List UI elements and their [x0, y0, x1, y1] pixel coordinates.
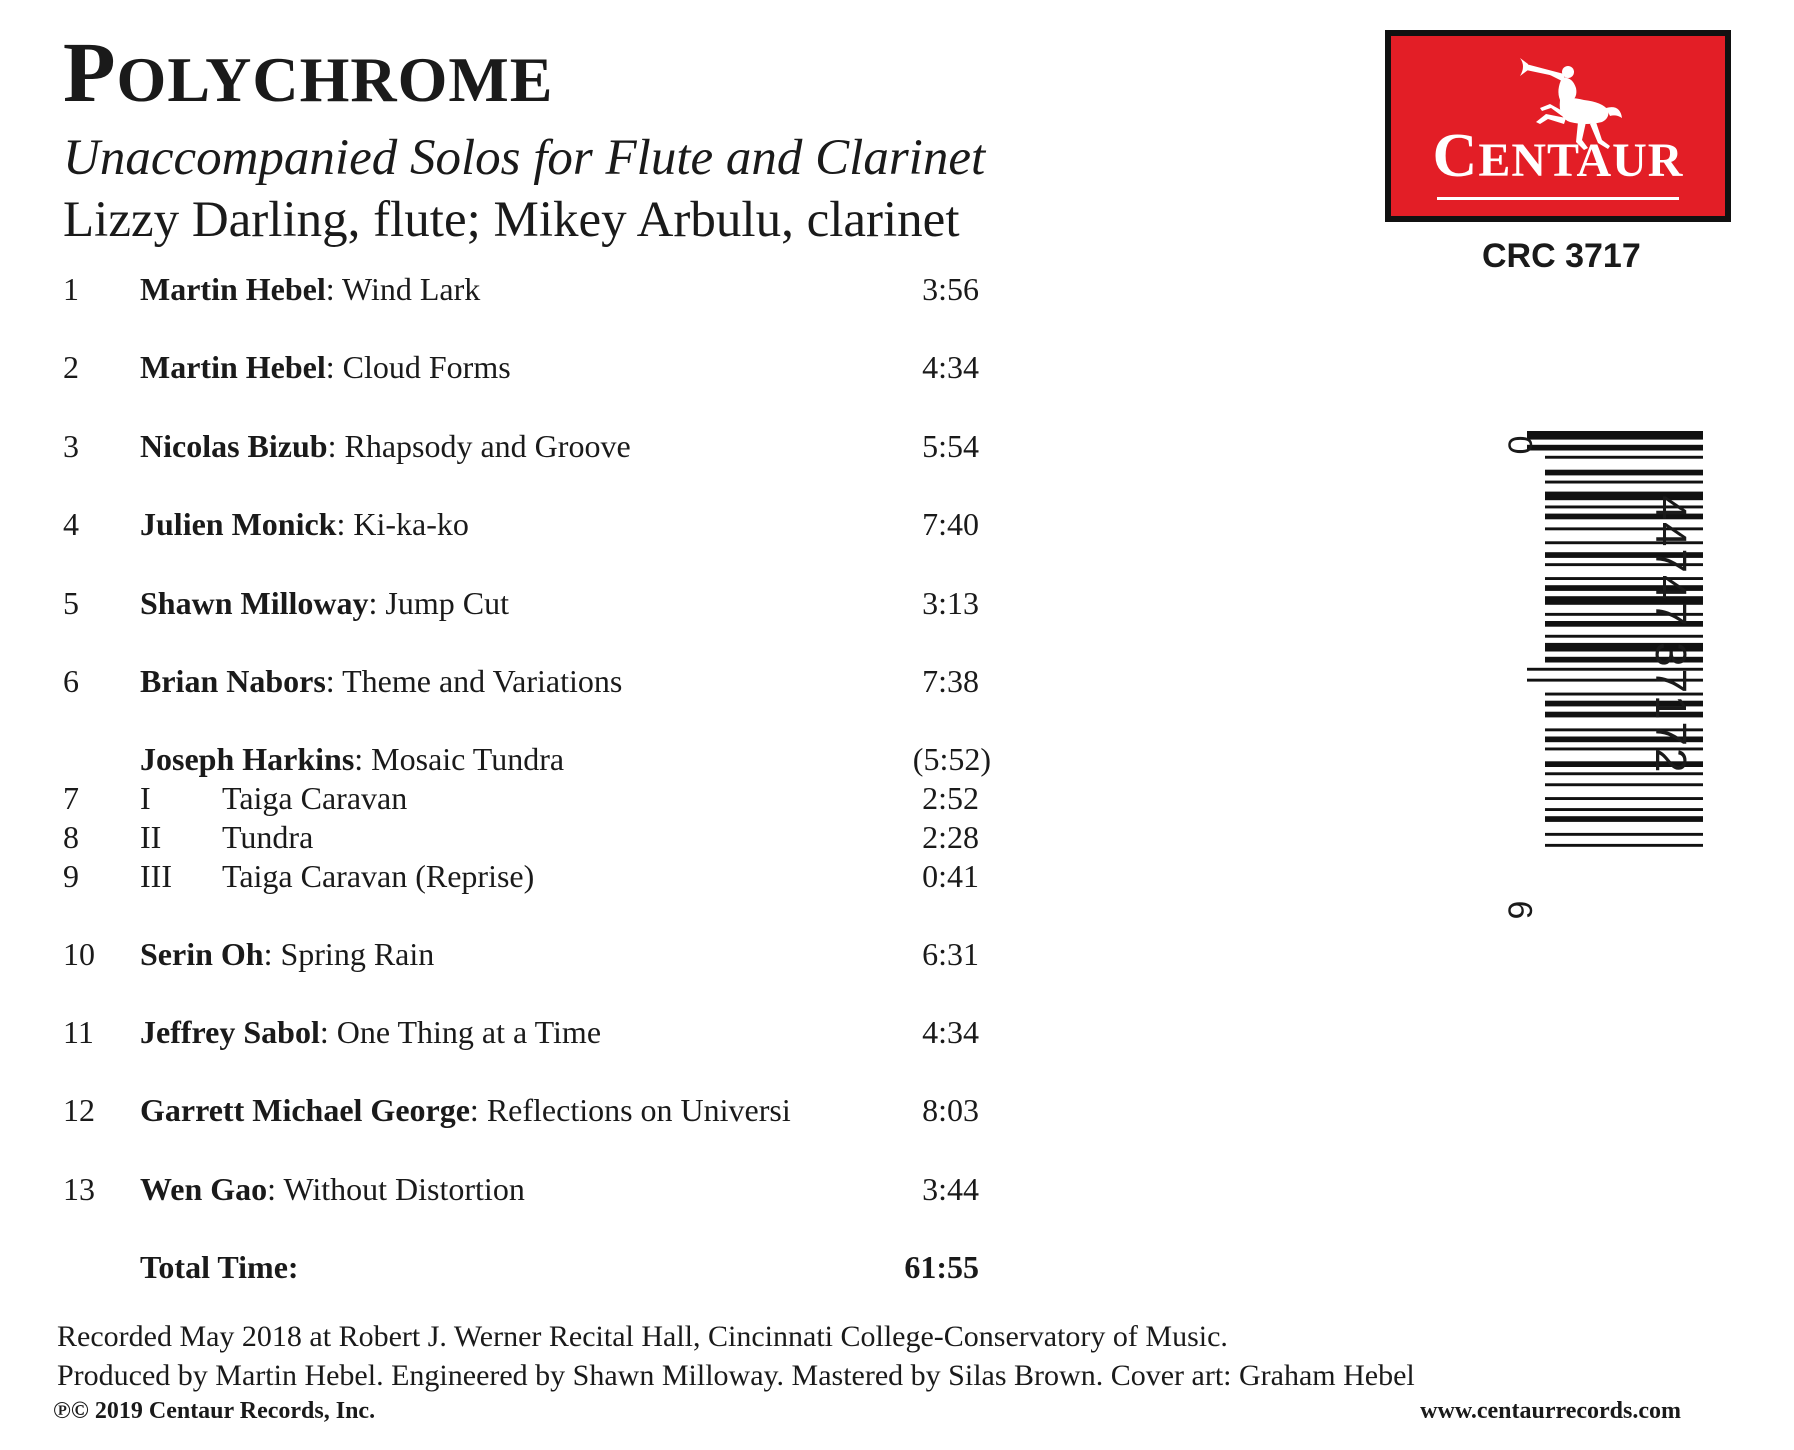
track-composer: Garrett Michael George: [140, 1092, 470, 1128]
track-title: : Cloud Forms: [325, 349, 511, 385]
track-work: [140, 427, 631, 465]
track-duration: 5:54: [922, 428, 979, 464]
track-number: 9: [63, 858, 79, 894]
barcode-last-digit: 6: [1500, 900, 1539, 920]
track-title: : Spring Rain: [263, 936, 435, 972]
track-title: : Ki-ka-ko: [336, 506, 469, 542]
track-number: 5: [63, 585, 79, 621]
track-title: : Rhapsody and Groove: [327, 428, 631, 464]
total-time-label: Total Time:: [140, 1249, 299, 1285]
total-time-value: 61:55: [904, 1249, 979, 1285]
track-number: 3: [63, 428, 79, 464]
movement-numeral: I: [140, 780, 151, 816]
track-work: [140, 348, 511, 386]
track-composer: Brian Nabors: [140, 663, 326, 699]
track-duration: 7:40: [922, 506, 979, 542]
track-duration: 7:38: [922, 663, 979, 699]
movement-title: Taiga Caravan: [222, 780, 408, 816]
wordmark-underline: [1437, 197, 1679, 200]
track-composer: Nicolas Bizub: [140, 428, 328, 464]
track-composer: Serin Oh: [140, 936, 264, 972]
album-title-initial: P: [63, 24, 117, 120]
performers-line: Lizzy Darling, flute; Mikey Arbulu, clarinet: [63, 192, 960, 248]
track-work: [140, 935, 434, 973]
track-work: [140, 1013, 601, 1051]
work-total-duration: (5:52): [912, 741, 991, 777]
movement-title: Tundra: [222, 819, 314, 855]
recording-credit: Recorded May 2018 at Robert J. Werner Recital Hall, Cincinnati College-Conservatory of Music.: [57, 1320, 1228, 1353]
work-heading: [140, 740, 564, 778]
track-duration: 6:31: [922, 936, 979, 972]
track-number: 4: [63, 506, 79, 542]
track-title: : Jump Cut: [368, 585, 509, 621]
barcode-digits: 44747 37172: [1646, 495, 1695, 775]
work-title: : Mosaic Tundra: [354, 741, 565, 777]
track-composer: Jeffrey Sabol: [140, 1014, 320, 1050]
track-work: [140, 1091, 791, 1129]
track-number: 1: [63, 271, 79, 307]
track-number: 8: [63, 819, 79, 855]
track-work: [140, 1170, 525, 1208]
track-number: 7: [63, 780, 79, 816]
track-duration: 3:13: [922, 585, 979, 621]
track-work: [140, 270, 480, 308]
track-duration: 0:41: [922, 858, 979, 894]
track-number: 13: [63, 1171, 95, 1207]
barcode-first-digit: 0: [1500, 435, 1539, 455]
wordmark-initial: C: [1432, 122, 1479, 190]
track-number: 11: [63, 1014, 94, 1050]
track-composer: Shawn Milloway: [140, 585, 369, 621]
album-title: [63, 22, 553, 130]
track-title: : One Thing at a Time: [319, 1014, 602, 1050]
track-composer: Wen Gao: [140, 1171, 268, 1207]
track-title: : Without Distortion: [267, 1171, 525, 1207]
track-number: 6: [63, 663, 79, 699]
track-work: [140, 584, 509, 622]
movement-numeral: III: [140, 858, 172, 894]
track-duration: 3:56: [922, 271, 979, 307]
track-composer: Martin Hebel: [140, 271, 326, 307]
centaur-wordmark: [1391, 122, 1725, 192]
track-composer: Martin Hebel: [140, 349, 326, 385]
work-composer: Joseph Harkins: [140, 741, 355, 777]
track-work: [140, 505, 469, 543]
album-title-rest: OLYCHROME: [116, 44, 554, 115]
track-duration: 4:34: [922, 349, 979, 385]
movement-title: Taiga Caravan (Reprise): [222, 858, 535, 894]
production-credit: Produced by Martin Hebel. Engineered by Shawn Milloway. Mastered by Silas Brown. Cover art: Graham Hebel: [57, 1359, 1415, 1392]
track-duration: 3:44: [922, 1171, 979, 1207]
track-number: 2: [63, 349, 79, 385]
track-duration: 8:03: [922, 1092, 979, 1128]
track-number: 10: [63, 936, 95, 972]
wordmark-rest: ENTAUR: [1478, 134, 1684, 187]
centaur-logo: [1385, 30, 1731, 222]
track-duration: 4:34: [922, 1014, 979, 1050]
track-composer: Julien Monick: [140, 506, 337, 542]
album-subtitle: Unaccompanied Solos for Flute and Clarinet: [63, 130, 986, 186]
track-work: [140, 662, 622, 700]
track-title: : Reflections on Universi: [469, 1092, 791, 1128]
track-duration: 2:28: [922, 819, 979, 855]
movement-numeral: II: [140, 819, 162, 855]
website-url: www.centaurrecords.com: [1420, 1398, 1681, 1424]
copyright-notice: ℗© 2019 Centaur Records, Inc.: [53, 1398, 376, 1424]
catalog-number: CRC 3717: [1482, 237, 1641, 275]
track-duration: 2:52: [922, 780, 979, 816]
track-number: 12: [63, 1092, 95, 1128]
track-title: : Theme and Variations: [325, 663, 623, 699]
track-title: : Wind Lark: [325, 271, 481, 307]
